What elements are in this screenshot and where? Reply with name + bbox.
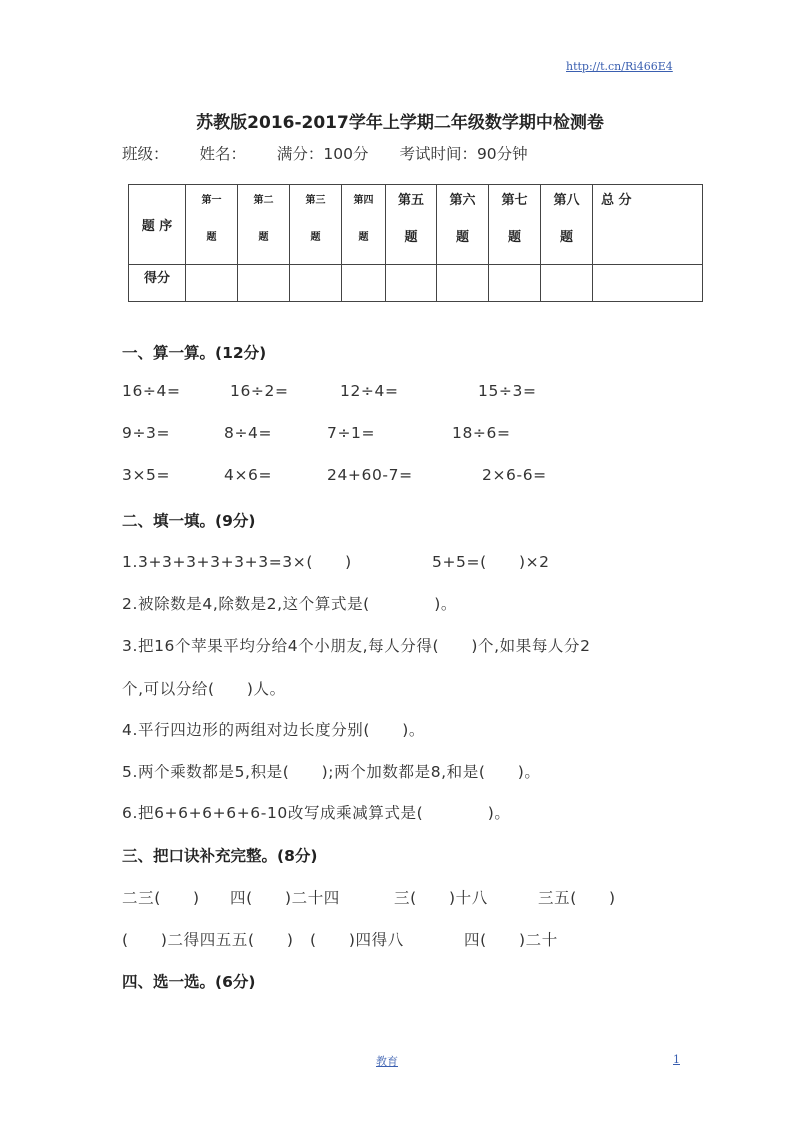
calc-item: 18÷6= [452, 424, 511, 442]
row-label-score: 得分 [129, 265, 186, 302]
calc-item: 16÷4= [122, 382, 181, 400]
rhyme-item: 四( )二十四 [230, 889, 340, 907]
score-table [128, 184, 703, 302]
calc-item: 24+60-7= [327, 466, 413, 484]
fill-question-6: 6.把6+6+6+6+6-10改写成乘减算式是( )。 [122, 804, 511, 822]
section-3-title: 三、把口诀补充完整。(8分) [122, 847, 318, 865]
total-score-header: 总 分 [593, 185, 703, 265]
score-cell[interactable] [489, 265, 541, 302]
calc-item: 8÷4= [224, 424, 273, 442]
header-url-link[interactable]: http://t.cn/Ri466E4 [566, 60, 673, 73]
calc-item: 16÷2= [230, 382, 289, 400]
calc-item: 4×6= [224, 466, 273, 484]
section-4-title: 四、选一选。(6分) [122, 973, 256, 991]
score-cell[interactable] [541, 265, 593, 302]
score-col-header: 第三 题 [290, 185, 342, 265]
calc-item: 12÷4= [340, 382, 399, 400]
page-title: 苏教版2016-2017学年上学期二年级数学期中检测卷 [196, 113, 604, 133]
calc-item: 2×6-6= [482, 466, 547, 484]
fill-question-5: 5.两个乘数都是5,积是( );两个加数都是8,和是( )。 [122, 763, 541, 781]
fill-question-2: 2.被除数是4,除数是2,这个算式是( )。 [122, 595, 457, 613]
calc-item: 15÷3= [478, 382, 537, 400]
score-cell[interactable] [342, 265, 386, 302]
score-cell[interactable] [238, 265, 290, 302]
total-score-cell[interactable] [593, 265, 703, 302]
score-col-header: 第七 题 [489, 185, 541, 265]
rhyme-item: 三五( ) [538, 889, 616, 907]
student-info-line [122, 142, 554, 164]
calc-item: 7÷1= [327, 424, 376, 442]
calc-item: 3×5= [122, 466, 171, 484]
rhyme-item: 三( )十八 [394, 889, 488, 907]
score-col-header: 第八 题 [541, 185, 593, 265]
name-label: 姓名： [199, 145, 246, 163]
score-col-header: 第二 题 [238, 185, 290, 265]
footer-link[interactable]: 教育 [376, 1055, 398, 1068]
score-col-header: 第四 题 [342, 185, 386, 265]
rhyme-item: 二三( ) [122, 889, 200, 907]
section-1-title: 一、算一算。(12分) [122, 344, 267, 362]
score-col-header: 第五 题 [386, 185, 437, 265]
score-cell[interactable] [186, 265, 238, 302]
fill-question-1b: 5+5=( )×2 [432, 553, 550, 571]
score-col-header: 第一 题 [186, 185, 238, 265]
rhyme-item: ( )二得四五五( ) [122, 931, 294, 949]
class-label: 班级： [122, 145, 169, 163]
fill-question-3-cont: 个,可以分给( )人。 [122, 680, 286, 698]
score-cell[interactable] [290, 265, 342, 302]
fill-question-3: 3.把16个苹果平均分给4个小朋友,每人分得( )个,如果每人分2 [122, 637, 591, 655]
calc-item: 9÷3= [122, 424, 171, 442]
score-col-header: 第六 题 [437, 185, 489, 265]
score-cell[interactable] [437, 265, 489, 302]
exam-time-label: 考试时间：90分钟 [399, 145, 528, 163]
page-number: 1 [673, 1053, 680, 1066]
row-label-question-order: 题 序 [129, 185, 186, 265]
fill-question-1a: 1.3+3+3+3+3+3=3×( ) [122, 553, 352, 571]
fill-question-4: 4.平行四边形的两组对边长度分别( )。 [122, 721, 425, 739]
score-cell[interactable] [386, 265, 437, 302]
section-2-title: 二、填一填。(9分) [122, 512, 256, 530]
rhyme-item: ( )四得八 [310, 931, 404, 949]
rhyme-item: 四( )二十 [464, 931, 558, 949]
full-score-label: 满分：100分 [276, 145, 369, 163]
